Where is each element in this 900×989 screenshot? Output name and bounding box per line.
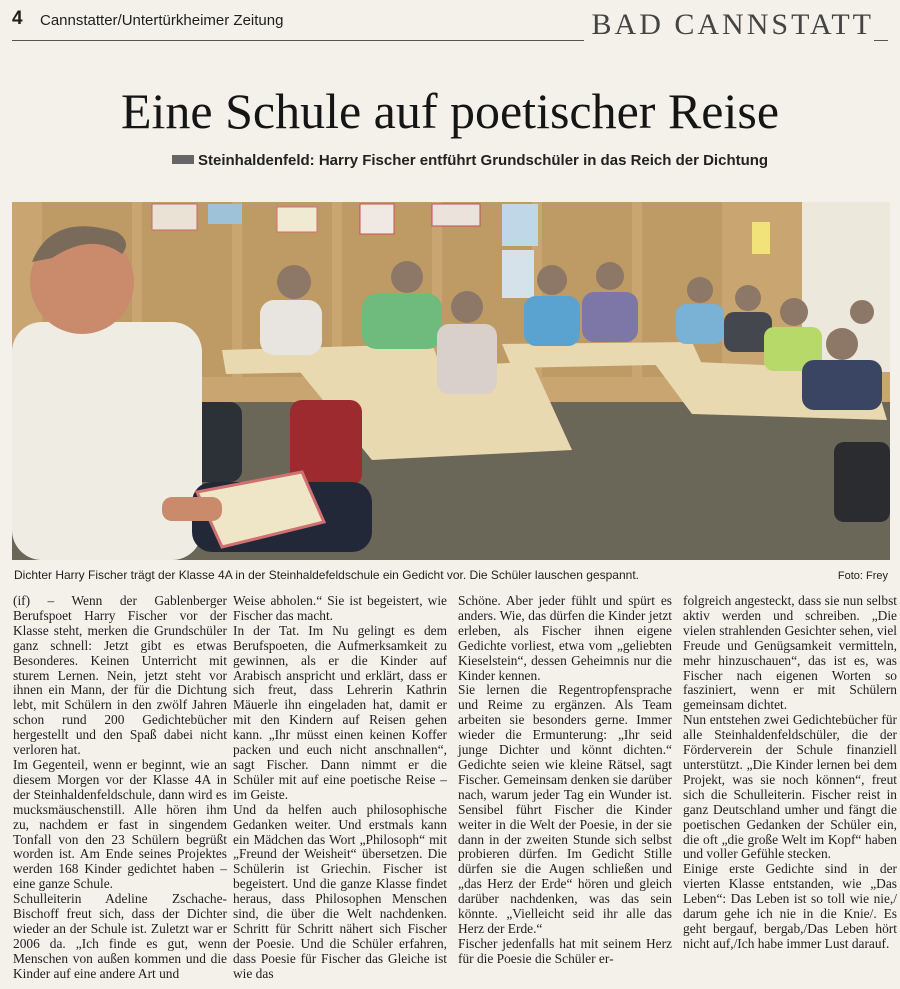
paragraph: Einige erste Gedichte sind in der vierten Klasse entstanden, wie „Das Leben“: Das Leben ist so toll wie nie,/ darum gehe ich nie in die Knie/. Es geht bergauf, bergab,/Das Leben hört nicht auf,/Ich habe immer Lust darauf. xyxy=(683,861,897,951)
poet-shirt xyxy=(12,322,202,560)
paragraph: Schulleiterin Adeline Zschache-Bischoff freut sich, dass der Dichter wieder an der Schule ist. Zuletzt war er 2006 da. „Ich finde es gut, wenn Menschen von außen kommen und die Kinder auf eine andere Art und xyxy=(13,891,227,981)
subheadline xyxy=(172,152,768,169)
headline: Eine Schule auf poetischer Reise xyxy=(120,83,780,139)
paragraph: (if) – Wenn der Gablenberger Berufspoet Harry Fischer vor der Klasse steht, merken die Grundschüler ganz schnell: Jetzt gibt es etwas Besonderes. Keinen Unterricht mit sturem Lernen. Nein, jetzt steht vor ihnen ein Mann, der für die Dichtung lebt, mit Schülern in den zwölf Jahren schon rund 200 Gedichtebücher hergestellt und den Spaß dabei nicht verloren hat. xyxy=(13,593,227,758)
article-column-2 xyxy=(233,594,447,982)
newspaper-name: Cannstatter/Untertürkheimer Zeitung xyxy=(40,12,284,29)
article-body xyxy=(13,593,897,984)
article-column-1 xyxy=(13,594,227,982)
paragraph: Fischer jedenfalls hat mit seinem Herz für die Poesie die Schüler er- xyxy=(458,935,672,966)
paragraph: Und da helfen auch philosophische Gedanken weiter. Und erstmals kann ein Mädchen das Wort „Philosoph“ mit „Freund der Weisheit“ übersetzen. Die Schülerin ist Griechin. Fischer ist begeistert. Und die ganze Klasse findet heraus, dass Philosophen Menschen sind, die über die Welt nachdenken. Schritt für Schritt nähert sich Fischer der Poesie. Und die Schüler erfahren, dass Poesie für Fischer das Gleiche ist wie das xyxy=(233,801,447,981)
paragraph: folgreich angesteckt, dass sie nun selbst aktiv werden und schreiben. „Die vielen strahlenden Gesichter sehen, viel Freude und Genügsamkeit vermitteln, mehr hinzuschauen“, das ist es, was Fischer nach eigenen Worten so fasziniert, wenn er mit Schülern gemeinsam dichtet. xyxy=(683,593,897,713)
photo-caption: Dichter Harry Fischer trägt der Klasse 4A in der Steinhaldefeldschule ein Gedicht vor. Die Schüler lauschen gespannt. xyxy=(14,568,639,582)
paragraph: Im Gegenteil, wenn er beginnt, wie an diesem Morgen vor der Klasse 4A in der Steinhaldenfeldschule, dann wird es mucksmäuschenstill. Alle hören ihm zu, nachdem er fast in singendem Tonfall von den 23 Schülern begrüßt worden ist. Am Ende seines Projektes werden 168 Kinder gedichtet haben – eine ganze Schule. xyxy=(13,756,227,892)
article-photo xyxy=(12,202,890,560)
subheadline-text: Steinhaldenfeld: Harry Fischer entführt Grundschüler in das Reich der Dichtung xyxy=(198,152,769,169)
paragraph: Schöne. Aber jeder fühlt und spürt es anders. Wie, das dürfen die Kinder jetzt erleben, als Fischer ihnen eigene Gedichte vorliest, etwa vom „geliebten Kieselstein“, dessen Geheimnis nur die Kinder kennen. xyxy=(458,593,672,683)
page-header xyxy=(12,6,888,46)
section-title: BAD CANNSTATT xyxy=(584,8,874,42)
classroom-photo xyxy=(12,202,890,560)
subhead-bar-icon xyxy=(172,155,194,164)
page-number: 4 xyxy=(12,8,23,29)
article-column-3 xyxy=(458,594,672,967)
paragraph: In der Tat. Im Nu gelingt es dem Berufspoeten, die Aufmerksamkeit zu gewinnen, als er die Kinder auf Arabisch anspricht und erklärt, dass er sich freut, dass Lehrerin Kathrin Mäuerle ihn eingeladen hat, damit er mit den Kindern auf Reisen gehen kann. „Ihr müsst einen keinen Koffer packen und euch nicht anschnallen“, sagt Fischer. Dann nimmt er die Schüler mit auf eine poetische Reise – im Geiste. xyxy=(233,622,447,802)
paragraph: Sie lernen die Regentropfensprache und Reime zu ergänzen. Als Team arbeiten sie besonders gerne. Immer wieder die Ermunterung: „Ihr seid junge Dichter und könnt dichten.“ Gedichte seien wie kleine Rätsel, sagt Fischer. Gemeinsam denken sie darüber nach, warum jeder Tag ein Wunder ist. Sensibel führt Fischer die Kinder weiter in die Welt der Poesie, in der sie dann in der zweiten Stunde sich selbst probieren dürfen. Im Gedicht Stille dürfen sie die Augen schließen und „das Herz der Erde“ hören und gleich darüber nachdenken, was das sein könnte. „Vielleicht seid ihr alle das Herz der Erde.“ xyxy=(458,682,672,936)
article-column-4 xyxy=(683,594,897,952)
paragraph: Weise abholen.“ Sie ist begeistert, wie Fischer das macht. xyxy=(233,593,447,623)
photo-credit: Foto: Frey xyxy=(837,570,888,582)
paragraph: Nun entstehen zwei Gedichtebücher für alle Steinhaldenfeldschüler, die der Förderverein der Schule finanziell unterstützt. „Die Kinder lernen bei dem Projekt, was sie noch können“, freut sich die Schulleiterin. Fischer reist in ganz Deutschland umher und fängt die poetischen Gedanken der Schüler ein, die oft „die große Welt im Kopf“ haben und voller Gefühle stecken. xyxy=(683,712,897,862)
